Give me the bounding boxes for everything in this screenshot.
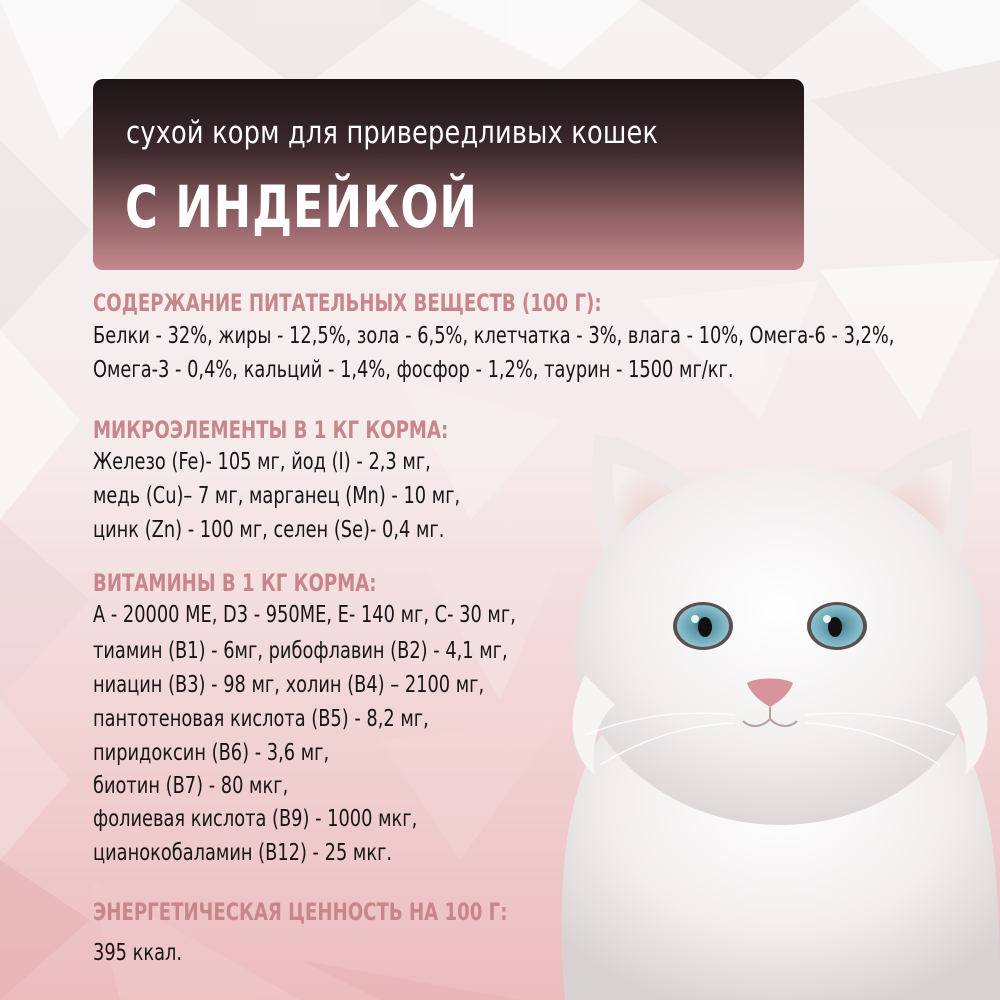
nutrients-heading: СОДЕРЖАНИЕ ПИТАТЕЛЬНЫХ ВЕЩЕСТВ (100 Г): [93,289,602,317]
vitamins-heading: ВИТАМИНЫ В 1 КГ КОРМА: [93,569,377,597]
minerals-heading: МИКРОЭЛЕМЕНТЫ В 1 КГ КОРМА: [93,416,449,444]
vitamins-line: цианокобаламин (В12) - 25 мкг. [93,840,393,866]
vitamins-line: А - 20000 МЕ, D3 - 950МЕ, Е- 140 мг, С- 30 мг, [93,602,516,628]
energy-heading: ЭНЕРГЕТИЧЕСКАЯ ЦЕННОСТЬ НА 100 Г: [93,898,508,926]
vitamins-line: пиридоксин (В6) - 3,6 мг, [93,740,330,766]
header-banner [93,79,804,270]
vitamins-line: фолиевая кислота (В9) - 1000 мкг, [93,806,418,832]
nutrients-line: Белки - 32%, жиры - 12,5%, зола - 6,5%, клетчатка - 3%, влага - 10%, Омега-6 - 3,2%, [93,323,895,349]
energy-value: 395 ккал. [93,940,183,966]
nutrients-line: Омега-3 - 0,4%, кальций - 1,4%, фосфор - 1,2%, таурин - 1500 мг/кг. [93,357,734,383]
vitamins-line: биотин (В7) - 80 мкг, [93,773,289,799]
banner-title: С ИНДЕЙКОЙ [125,173,478,241]
minerals-line: цинк (Zn) - 100 мг, селен (Se)- 0,4 мг. [93,517,445,543]
vitamins-line: пантотеновая кислота (В5) - 8,2 мг, [93,706,429,732]
vitamins-line: ниацин (В3) - 98 мг, холин (В4) – 2100 мг, [93,672,485,698]
cat-photo [545,415,1000,1000]
minerals-line: медь (Cu)– 7 мг, марганец (Mn) - 10 мг, [93,483,461,509]
minerals-line: Железо (Fe)- 105 мг, йод (I) - 2,3 мг, [93,449,431,475]
vitamins-line: тиамин (В1) - 6мг, рибофлавин (В2) - 4,1 мг, [93,638,508,664]
banner-subtitle: сухой корм для привередливых кошек [126,115,659,151]
